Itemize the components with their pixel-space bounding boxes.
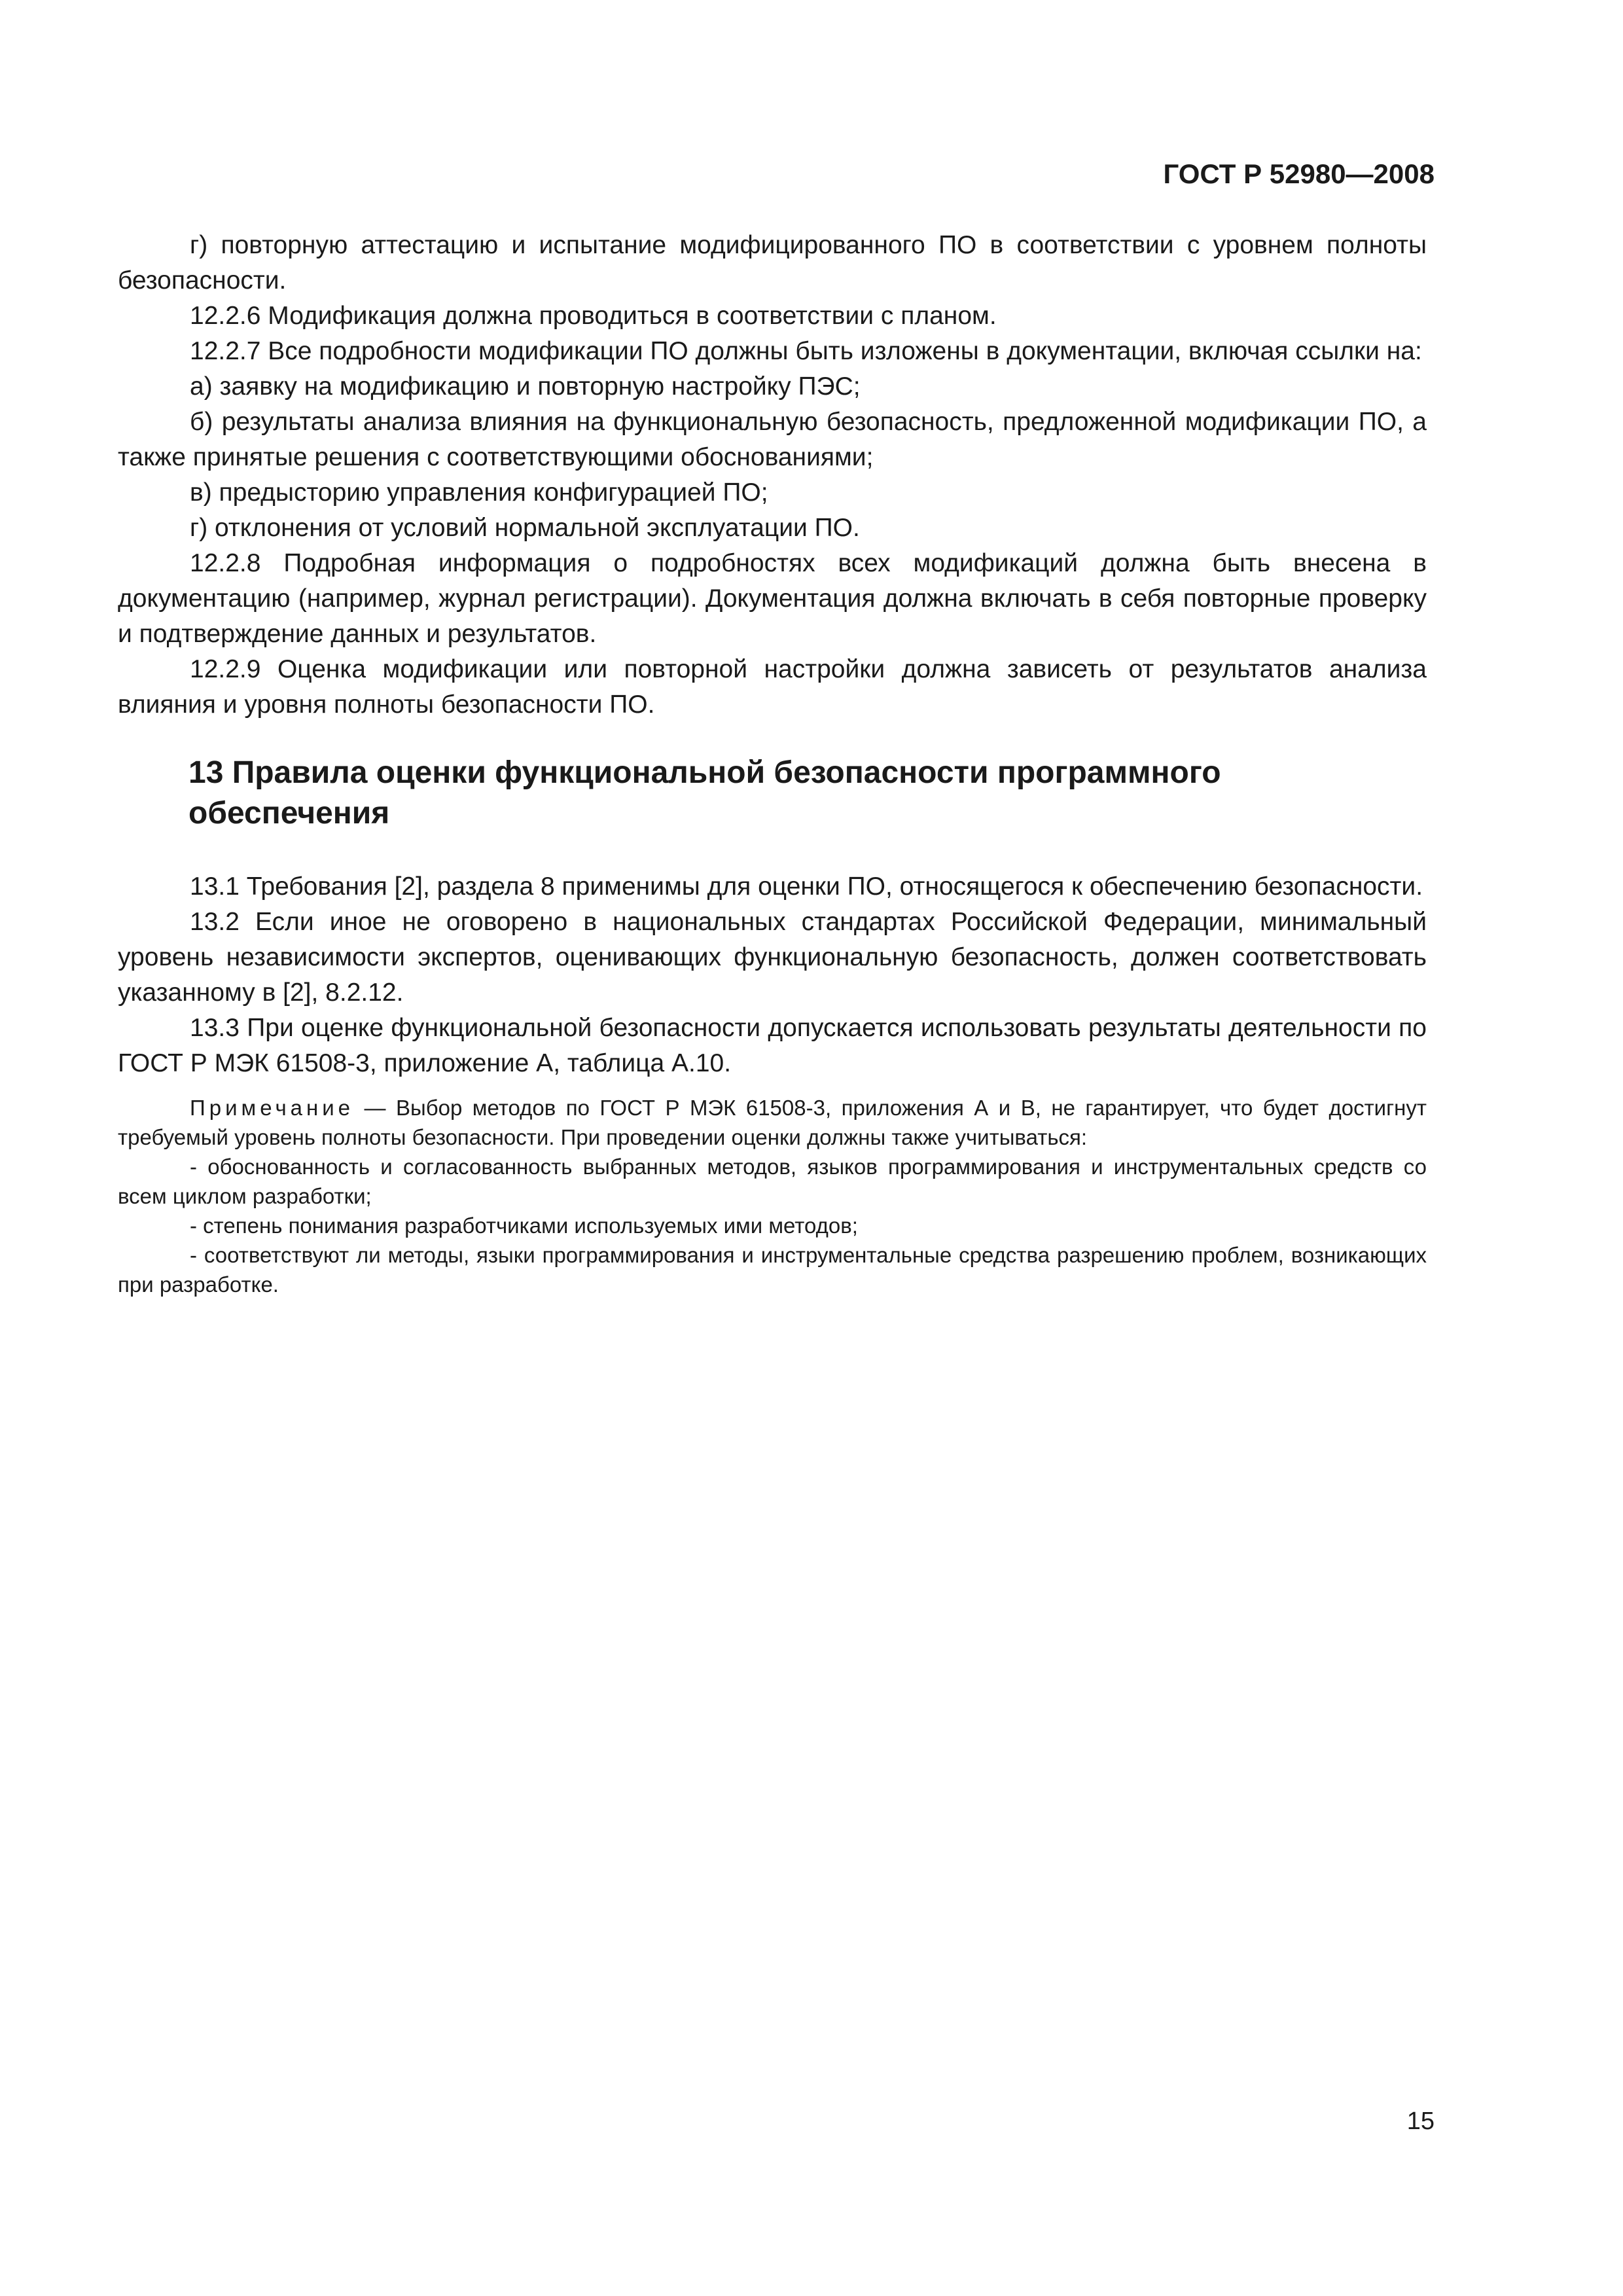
clause-12-2-6: 12.2.6 Модификация должна проводиться в соответствии с планом. bbox=[190, 302, 997, 330]
clause-12-2-7: 12.2.7 Все подробности модификации ПО должны быть изложены в документации, включая ссылки на: bbox=[190, 337, 1422, 365]
clause-13-3: 13.3 При оценке функциональной безопасности допускается использовать результаты деятельности по ГОСТ Р МЭК 61508-3, приложение А, таблица А.10. bbox=[118, 1014, 1427, 1077]
list-item-a: а) заявку на модификацию и повторную настройку ПЭС; bbox=[190, 372, 861, 401]
note-list-item: - соответствуют ли методы, языки программирования и инструментальные средства разрешению проблем, возникающих при разработке. bbox=[118, 1243, 1427, 1297]
note-list-item: - обоснованность и согласованность выбранных методов, языков программирования и инструментальных средств со всем циклом разработки; bbox=[118, 1155, 1427, 1208]
paragraph-item-g-requalification: г) повторную аттестацию и испытание модифицированного ПО в соответствии с уровнем полноты безопасности. bbox=[118, 231, 1427, 295]
note-label: Примечание bbox=[190, 1096, 355, 1120]
note-text: — Выбор методов по ГОСТ Р МЭК 61508-3, приложения А и В, не гарантирует, что будет достигнут требуемый уровень полноты безопасности. При проведении оценки должны также учитываться: bbox=[118, 1096, 1427, 1149]
note-intro bbox=[118, 1093, 1427, 1152]
section-13-title: 13 Правила оценки функциональной безопасности программного обеспечения bbox=[188, 755, 1221, 831]
clause-13-1: 13.1 Требования [2], раздела 8 применимы для оценки ПО, относящегося к обеспечению безопасности. bbox=[190, 872, 1423, 901]
clause-12-2-8: 12.2.8 Подробная информация о подробностях всех модификаций должна быть внесена в документацию (например, журнал регистрации). Документация должна включать в себя повторные проверку и подтверждение данных и результатов. bbox=[118, 549, 1427, 648]
clause-12-2-9: 12.2.9 Оценка модификации или повторной настройки должна зависеть от результатов анализа влияния и уровня полноты безопасности ПО. bbox=[118, 655, 1427, 719]
page-number: 15 bbox=[1406, 2108, 1435, 2135]
note-list-item: - степень понимания разработчиками используемых ими методов; bbox=[190, 1213, 858, 1238]
note-block bbox=[118, 1093, 1427, 1299]
list-item-b: б) результаты анализа влияния на функциональную безопасность, предложенной модификации ПО, а также принятые решения с соответствующими обоснованиями; bbox=[118, 408, 1427, 471]
clause-13-2: 13.2 Если иное не оговорено в национальных стандартах Российской Федерации, минимальный уровень независимости экспертов, оценивающих функциональную безопасность, должен соответствовать указанному в [2], 8.2.12. bbox=[118, 908, 1427, 1007]
document-body bbox=[118, 228, 1427, 1299]
list-item-g: г) отклонения от условий нормальной эксплуатации ПО. bbox=[190, 514, 860, 542]
list-item-v: в) предысторию управления конфигурацией ПО; bbox=[190, 478, 768, 507]
standard-id-header: ГОСТ Р 52980—2008 bbox=[1163, 158, 1435, 189]
